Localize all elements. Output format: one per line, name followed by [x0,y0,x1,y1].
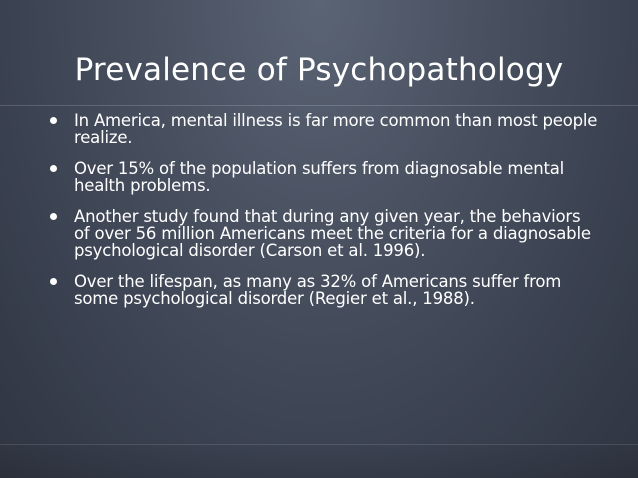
title-divider [0,105,638,106]
bullet-item [38,112,598,146]
slide-title: Prevalence of Psychopathology [74,52,564,88]
bullet-text: In America, mental illness is far more common than most people realize. [74,111,598,147]
bullet-item [38,160,598,194]
bullet-dot-icon [50,278,57,285]
bullet-text: Over the lifespan, as many as 32% of Americans suffer from some psychological disorder (Regier et al., 1988). [74,272,562,308]
bullet-item [38,273,598,307]
bullet-dot-icon [50,213,57,220]
bullet-list [38,112,598,321]
bullet-item [38,208,598,259]
bullet-text: Over 15% of the population suffers from diagnosable mental health problems. [74,159,565,195]
bullet-dot-icon [50,165,57,172]
footer-divider [0,444,638,445]
bullet-dot-icon [50,117,57,124]
bullet-text: Another study found that during any given year, the behaviors of over 56 million Americans meet the criteria for a diagnosable psychological disorder (Carson et al. 1996). [74,207,591,260]
